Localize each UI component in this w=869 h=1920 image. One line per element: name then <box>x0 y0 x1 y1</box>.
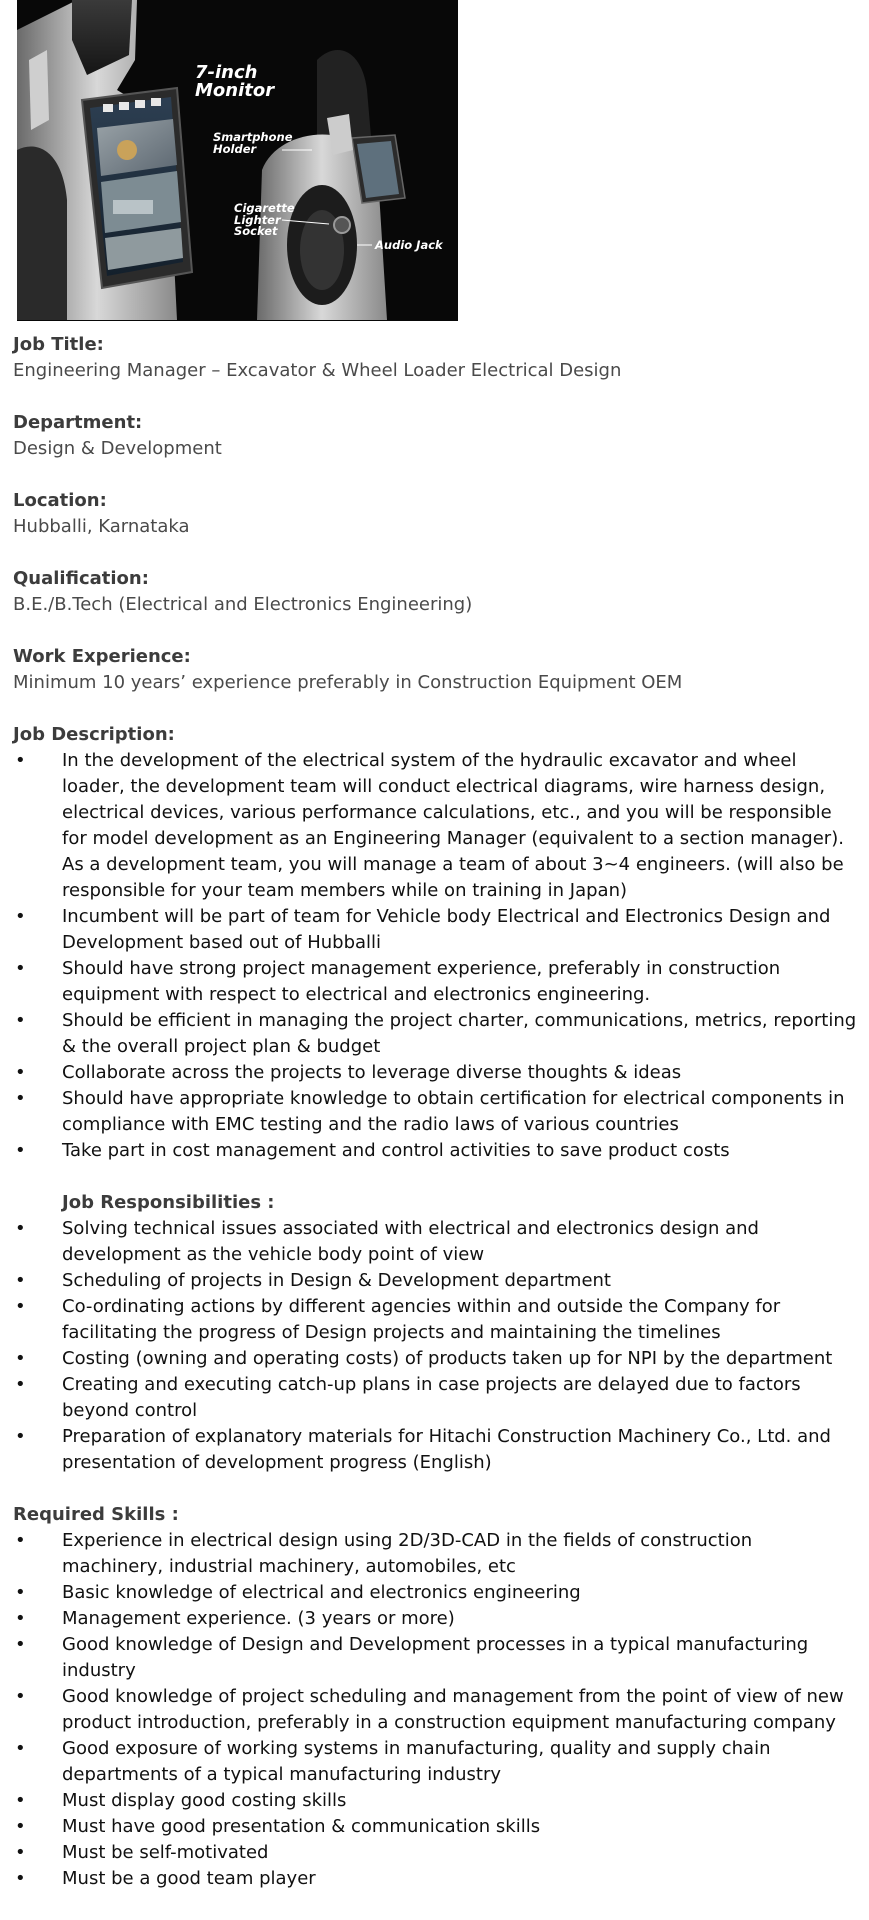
list-item <box>13 1528 858 1580</box>
skill-item: Good knowledge of project scheduling and management from the point of view of new product introduction, preferably in a construction equipment manufacturing company <box>62 1686 844 1733</box>
qualification-field <box>13 566 858 618</box>
list-item <box>13 1268 858 1294</box>
list-item <box>13 748 858 904</box>
skill-item: Must be a good team player <box>62 1868 316 1889</box>
list-item <box>13 1086 858 1138</box>
required-skills-label: Required Skills : <box>13 1504 179 1525</box>
bullet-icon: • <box>15 1738 26 1759</box>
job-description-item: Incumbent will be part of team for Vehicle body Electrical and Electronics Design and Development based out of Hubballi <box>62 906 831 953</box>
job-responsibilities-label: Job Responsibilities : <box>62 1192 275 1213</box>
bullet-icon: • <box>15 1634 26 1655</box>
bullet-icon: • <box>15 1790 26 1811</box>
list-item <box>13 1060 858 1086</box>
list-item <box>13 1736 858 1788</box>
list-item <box>13 1632 858 1684</box>
bullet-icon: • <box>15 1608 26 1629</box>
bullet-icon: • <box>15 1426 26 1447</box>
list-item <box>13 1606 858 1632</box>
bullet-icon: • <box>15 1582 26 1603</box>
responsibility-item: Creating and executing catch-up plans in case projects are delayed due to factors beyond control <box>62 1374 801 1421</box>
bullet-icon: • <box>15 1010 26 1031</box>
skill-item: Good knowledge of Design and Development processes in a typical manufacturing industry <box>62 1634 809 1681</box>
audio-jack-callout: Audio Jack <box>375 238 443 252</box>
responsibility-item: Preparation of explanatory materials for Hitachi Construction Machinery Co., Ltd. and presentation of development progress (English) <box>62 1426 831 1473</box>
bullet-icon: • <box>15 1296 26 1317</box>
location-label: Location: <box>13 490 107 511</box>
department-field <box>13 410 858 462</box>
job-description-item: Take part in cost management and control activities to save product costs <box>62 1140 730 1161</box>
responsibility-item: Scheduling of projects in Design & Development department <box>62 1270 611 1291</box>
list-item <box>13 1372 858 1424</box>
bullet-icon: • <box>15 1088 26 1109</box>
list-item <box>13 1346 858 1372</box>
list-item <box>13 1866 858 1892</box>
location-field <box>13 488 858 540</box>
department-value: Design & Development <box>13 438 222 459</box>
list-item <box>13 1840 858 1866</box>
list-item <box>13 1138 858 1164</box>
location-value: Hubballi, Karnataka <box>13 516 190 537</box>
work-experience-value: Minimum 10 years’ experience preferably in Construction Equipment OEM <box>13 672 683 693</box>
job-description-list <box>13 748 858 1164</box>
responsibility-item: Co-ordinating actions by different agencies within and outside the Company for facilitating the progress of Design projects and maintaining the timelines <box>62 1296 781 1343</box>
list-item <box>13 904 858 956</box>
bullet-icon: • <box>15 1270 26 1291</box>
responsibility-item: Costing (owning and operating costs) of products taken up for NPI by the department <box>62 1348 833 1369</box>
list-item <box>13 956 858 1008</box>
list-item <box>13 1788 858 1814</box>
bullet-icon: • <box>15 1348 26 1369</box>
skill-item: Must be self-motivated <box>62 1842 269 1863</box>
work-experience-field <box>13 644 858 696</box>
list-item <box>13 1294 858 1346</box>
job-title-label: Job Title: <box>13 334 104 355</box>
bullet-icon: • <box>15 958 26 979</box>
smartphone-holder-callout: Smartphone Holder <box>213 130 293 156</box>
skill-item: Must display good costing skills <box>62 1790 347 1811</box>
bullet-icon: • <box>15 1686 26 1707</box>
required-skills-list <box>13 1528 858 1892</box>
work-experience-label: Work Experience: <box>13 646 191 667</box>
bullet-icon: • <box>15 906 26 927</box>
job-title-field <box>13 332 858 384</box>
bullet-icon: • <box>15 1530 26 1551</box>
job-description-item: Should have appropriate knowledge to obtain certification for electrical components in compliance with EMC testing and the radio laws of various countries <box>62 1088 845 1135</box>
list-item <box>13 1008 858 1060</box>
job-description-item: Should be efficient in managing the project charter, communications, metrics, reporting & the overall project plan & budget <box>62 1010 857 1057</box>
cigarette-lighter-callout: Cigarette Lighter Socket <box>234 201 295 238</box>
job-title-value: Engineering Manager – Excavator & Wheel Loader Electrical Design <box>13 360 622 381</box>
bullet-icon: • <box>15 1868 26 1889</box>
qualification-value: B.E./B.Tech (Electrical and Electronics Engineering) <box>13 594 473 615</box>
job-description-item: Should have strong project management experience, preferably in construction equipment with respect to electrical and electronics engineering. <box>62 958 781 1005</box>
responsibility-item: Solving technical issues associated with electrical and electronics design and development as the vehicle body point of view <box>62 1218 759 1265</box>
skill-item: Good exposure of working systems in manufacturing, quality and supply chain departments of a typical manufacturing industry <box>62 1738 771 1785</box>
bullet-icon: • <box>15 1062 26 1083</box>
job-description-item: In the development of the electrical system of the hydraulic excavator and wheel loader, the development team will conduct electrical diagrams, wire harness design, electrical devices, various performance calculations, etc., and you will be responsible for model development as an Engineering Manager (equivalent to a section manager). As a development team, you will manage a team of about 3~4 engineers. (will also be responsible for your team members while on training in Japan) <box>62 750 844 901</box>
skill-item: Basic knowledge of electrical and electronics engineering <box>62 1582 581 1603</box>
bullet-icon: • <box>15 1816 26 1837</box>
list-item <box>13 1424 858 1476</box>
skill-item: Experience in electrical design using 2D/3D-CAD in the fields of construction machinery, industrial machinery, automobiles, etc <box>62 1530 753 1577</box>
bullet-icon: • <box>15 1842 26 1863</box>
list-item <box>13 1580 858 1606</box>
list-item <box>13 1216 858 1268</box>
skill-item: Management experience. (3 years or more) <box>62 1608 455 1629</box>
list-item <box>13 1684 858 1736</box>
qualification-label: Qualification: <box>13 568 149 589</box>
job-description-label: Job Description: <box>13 724 175 745</box>
bullet-icon: • <box>15 750 26 771</box>
cab-monitor-illustration <box>17 0 458 321</box>
monitor-callout: 7-inch Monitor <box>195 62 275 101</box>
job-details <box>13 332 858 1892</box>
job-responsibilities-list <box>13 1216 858 1476</box>
list-item <box>13 1814 858 1840</box>
job-description-item: Collaborate across the projects to leverage diverse thoughts & ideas <box>62 1062 682 1083</box>
bullet-icon: • <box>15 1218 26 1239</box>
department-label: Department: <box>13 412 143 433</box>
skill-item: Must have good presentation & communication skills <box>62 1816 541 1837</box>
bullet-icon: • <box>15 1140 26 1161</box>
bullet-icon: • <box>15 1374 26 1395</box>
product-image <box>17 0 458 321</box>
